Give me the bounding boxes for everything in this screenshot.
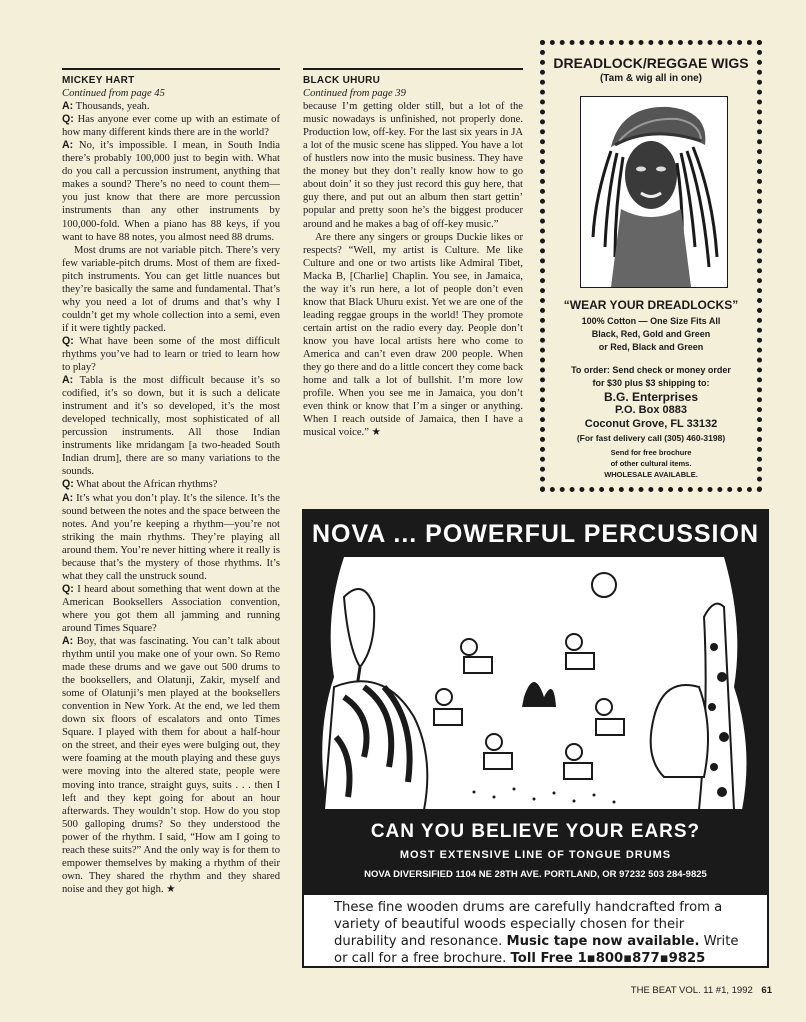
- paragraph: Are there any singers or groups Duckie likes or respects? “Well, my artist is Culture. Me like Culture and one or two artists like Admiral Tibet, Macka B, [Charlie] Chaplin. You see, in Jamaica, the way it’s run here, a lot of people don’t even know that Black Uhuru exist. Yet we are one of the leading reggae groups in the world! They promote certain artist on the radio every day. People don’t know you have local artists here who come to America and can’t even draw 200 people. When they go there and do a little concert they come back home and talk a lot of bullshit. I’m more low profile. When you see me in Jamaica, you don’t even think or know that I’m a singer or anything. When I reach outside of Jamaica, then I have a musical voice.” ★: [303, 231, 523, 439]
- paragraph: [62, 244, 280, 335]
- subhead: MOST EXTENSIVE LINE OF TONGUE DRUMS: [399, 849, 672, 861]
- page-footer: [631, 985, 772, 996]
- headline: CAN YOU BELIEVE YOUR EARS?: [370, 821, 701, 842]
- po-box: P.O. Box 0883: [615, 404, 687, 416]
- paragraph-text: Thousands, yeah.: [73, 101, 150, 113]
- question-label: Q:: [62, 334, 74, 347]
- product-line: or Red, Black and Green: [598, 342, 704, 352]
- question-label: Q:: [62, 113, 74, 126]
- copy-text: Write or call for a free brochure.: [334, 934, 739, 966]
- nova-percussion-ad: [302, 509, 769, 968]
- product-line: 100% Cotton — One Size Fits All: [581, 316, 721, 326]
- brochure-line: Send for free brochure: [610, 448, 692, 457]
- city: Coconut Grove, FL 33132: [584, 418, 718, 430]
- product-line: Black, Red, Gold and Green: [591, 329, 711, 339]
- question-label: Q:: [62, 582, 74, 595]
- ad-banner: [304, 809, 767, 895]
- wholesale-line: WHOLESALE AVAILABLE.: [604, 470, 698, 479]
- question-label: Q:: [62, 478, 74, 491]
- article-body: [62, 100, 280, 896]
- paragraph-text: What have been some of the most difficult rhythms you’ve had to learn or tried to learn how to play?: [62, 335, 280, 374]
- paragraph: [62, 139, 280, 243]
- answer-label: A:: [62, 491, 74, 504]
- address: NOVA DIVERSIFIED 1104 NE 28TH AVE. PORTLAND, OR 97232 503 284-9825: [364, 869, 707, 880]
- middle-column-rule: [303, 68, 523, 70]
- ad-subtitle: (Tam & wig all in one): [599, 73, 703, 84]
- model-photo: [580, 96, 728, 288]
- order-line: To order: Send check or money order: [571, 365, 731, 375]
- paragraph-text: Has anyone ever come up with an estimate of how many different kinds there are in the world?: [62, 114, 280, 139]
- dreadlock-wig-ad: [540, 40, 762, 492]
- phone: (For fast delivery call (305) 460-3198): [576, 433, 726, 443]
- jungle-drum-circle-illustration: [304, 557, 767, 810]
- article-heading: MICKEY HART: [62, 75, 135, 86]
- paragraph: [62, 635, 280, 896]
- paragraph: [62, 492, 280, 583]
- ad-title: NOVA ... POWERFUL PERCUSSION: [304, 511, 767, 557]
- order-line: for $30 plus $3 shipping to:: [592, 378, 710, 388]
- continued-note: Continued from page 45: [62, 88, 165, 100]
- paragraph: [62, 335, 280, 374]
- answer-label: A:: [62, 100, 74, 113]
- paragraph: [62, 113, 280, 139]
- toll-free-number: Toll Free 1▪800▪877▪9825: [510, 951, 706, 966]
- ad-copy: [334, 899, 744, 967]
- paragraph-text: What about the African rhythms?: [73, 479, 218, 491]
- issue-info: THE BEAT VOL. 11 #1, 1992: [630, 985, 753, 996]
- paragraph: [62, 583, 280, 635]
- brochure-line: of other cultural items.: [610, 459, 692, 468]
- paragraph: [62, 100, 280, 113]
- continued-note: Continued from page 39: [303, 88, 406, 100]
- paragraph-text: Most drums are not variable pitch. There’s very few variable-pitch drums. Most of them are fixed-pitch instruments. You can get little nuances but they’re basically the same and fundamental. That’s why you need a lot of drums and that’s why I couldn’t get my whole collection into a semi, even if it were tightly packed.: [62, 244, 280, 334]
- model-wearing-tam-image: [581, 97, 727, 287]
- answer-label: A:: [62, 139, 74, 152]
- paragraph-text: It’s what you don’t play. It’s the silence. It’s the sound between the notes and the space between the notes. And you’re keeping a rhythm—you’re not striking the main rhythms. They’re playing all around them. You’re never hitting where it really is because that’s the mystery of those rhythms. It’s what they call the unstruck sound.: [62, 492, 280, 582]
- slogan: “WEAR YOUR DREADLOCKS”: [563, 298, 739, 312]
- paragraph: because I’m getting older still, but a lot of the music nowadays is unfinished, not properly done. Production low, off-key. For the last six years in JA a lot of the music scene has slipped. You have a lot of hustlers now into the music business. They have the money but they don’t really know how to go about doin’ it so they just record this guy here, that guy there, and put out an album then start gettin’ popular and pretty soon he’s the biggest producer around and he makes a bag of off-key music.”: [303, 101, 523, 230]
- paragraph: [62, 374, 280, 478]
- paragraph-text: I heard about something that went down at the American Booksellers Association convention, where you got them all jamming and running around Times Square?: [62, 583, 280, 634]
- left-column-rule: [62, 68, 280, 70]
- paragraph-text: Boy, that was fascinating. You can’t talk about rhythm until you make one of your own. So Remo made these drums and we gave out 500 drums to the booksellers, and Olatunji, Zakir, myself and some of Olatunji’s men played at the booksellers convention in New York. At the end, we led them down six floors of escalators and onto Times Square. I played with them for about a half-hour on the street, and their eyes were bulging out, they were foaming at the mouth playing and these guys were moving into the altered state, people were moving into trance, straight guys, suits . . . then I left and they kept going for about an hour afterwards. They wouldn’t stop. How do you stop 500 galloping drums? So they understood the power of the rhythm. I said, “How am I going to reach these suits?” And the only way is for them to empower themselves by making a rhythm of their own. They shared the rhythm and they shared noise and they got high. ★: [62, 636, 280, 895]
- black-uhuru-article: [303, 74, 523, 439]
- ad-title: DREADLOCK/REGGAE WIGS: [553, 55, 749, 71]
- page-number: 61: [761, 985, 772, 996]
- article-heading: BLACK UHURU: [303, 75, 381, 86]
- answer-label: A:: [62, 374, 74, 387]
- company-name: B.G. Enterprises: [603, 390, 699, 404]
- copy-highlight: Music tape now available.: [506, 934, 700, 949]
- mickey-hart-article: [62, 74, 280, 896]
- paragraph: [62, 478, 280, 491]
- paragraph-text: Tabla is the most difficult because it’s so codified, it’s so down, but it is such a delicate instrument and it’s so developed, it’s the most developed technically, most sophisticated of all percussion instruments. All those Indian instruments like mridangam [a two-headed South Indian drum], there are so many variations to the sounds.: [62, 375, 280, 478]
- paragraph-text: No, it’s impossible. I mean, in South India there’s probably 100,000 just to begin with. What do you call a percussion instrument, anything that makes a sound? There’s no need to count them—you just know that there are more percussion instruments than any other instruments by 100,000-fold. When a piano has 88 keys, if you want to have 88 notes, you almost need 88 drums.: [62, 140, 280, 243]
- copy-text: These fine wooden drums are carefully handcrafted from a variety of beautiful woods especially chosen for their durability and resonance.: [334, 900, 723, 949]
- answer-label: A:: [62, 635, 74, 648]
